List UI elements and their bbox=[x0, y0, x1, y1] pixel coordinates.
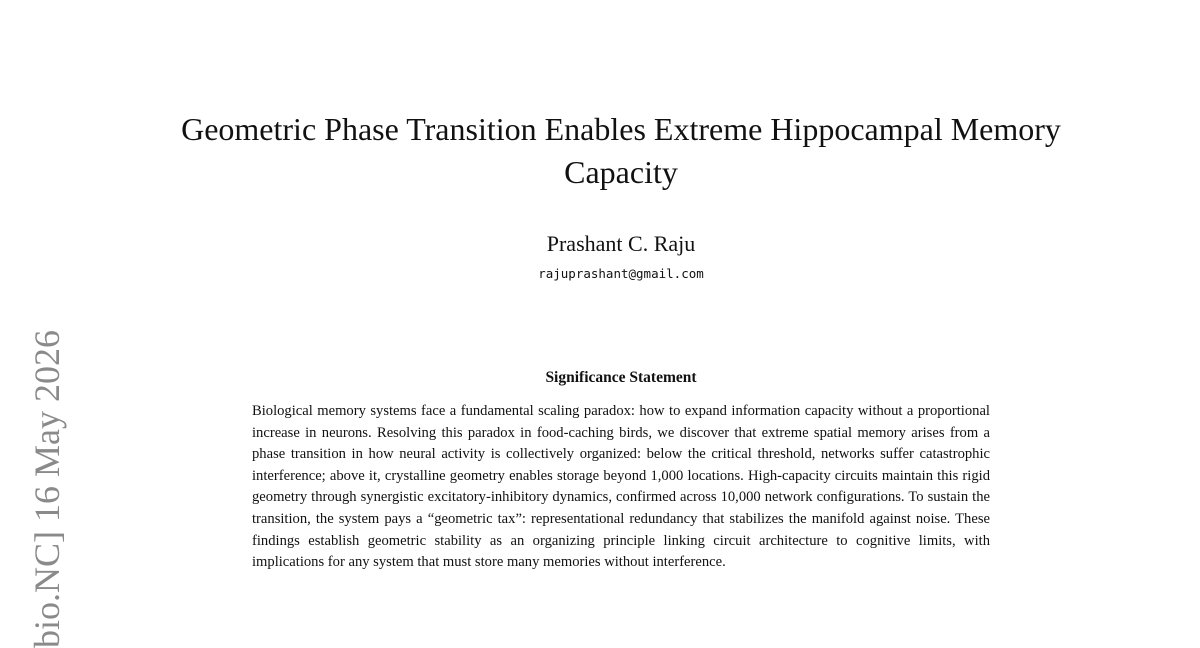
significance-heading: Significance Statement bbox=[545, 369, 697, 386]
author-email: rajuprashant@gmail.com bbox=[538, 266, 704, 281]
author-name: Prashant C. Raju bbox=[546, 231, 696, 256]
paper-title: Geometric Phase Transition Enables Extreme Hippocampal Memory Capacity bbox=[181, 111, 1061, 190]
significance-text: Biological memory systems face a fundamental scaling paradox: how to expand information capacity without a proportional increase in neurons. Resolving this paradox in food-caching birds, we discover that extreme spatial memory arises from a phase transition in how neural activity is collectively organized: below the critical threshold, networks suffer catastrophic interference; above it, crystalline geometry enables storage beyond 1,000 locations. High-capacity circuits maintain this rigid geometry through synergistic excitatory-inhibitory dynamics, confirmed across 10,000 network configurations. To sustain the transition, the system pays a “geometric tax”: representational redundancy that stabilizes the manifold against noise. These findings establish geometric stability as an organizing principle linking circuit architecture to cognitive limits, with implications for any system that must store many memories without interference. bbox=[252, 403, 990, 571]
arxiv-identifier-stamp: bio.NC] 16 May 2026 bbox=[27, 330, 67, 648]
